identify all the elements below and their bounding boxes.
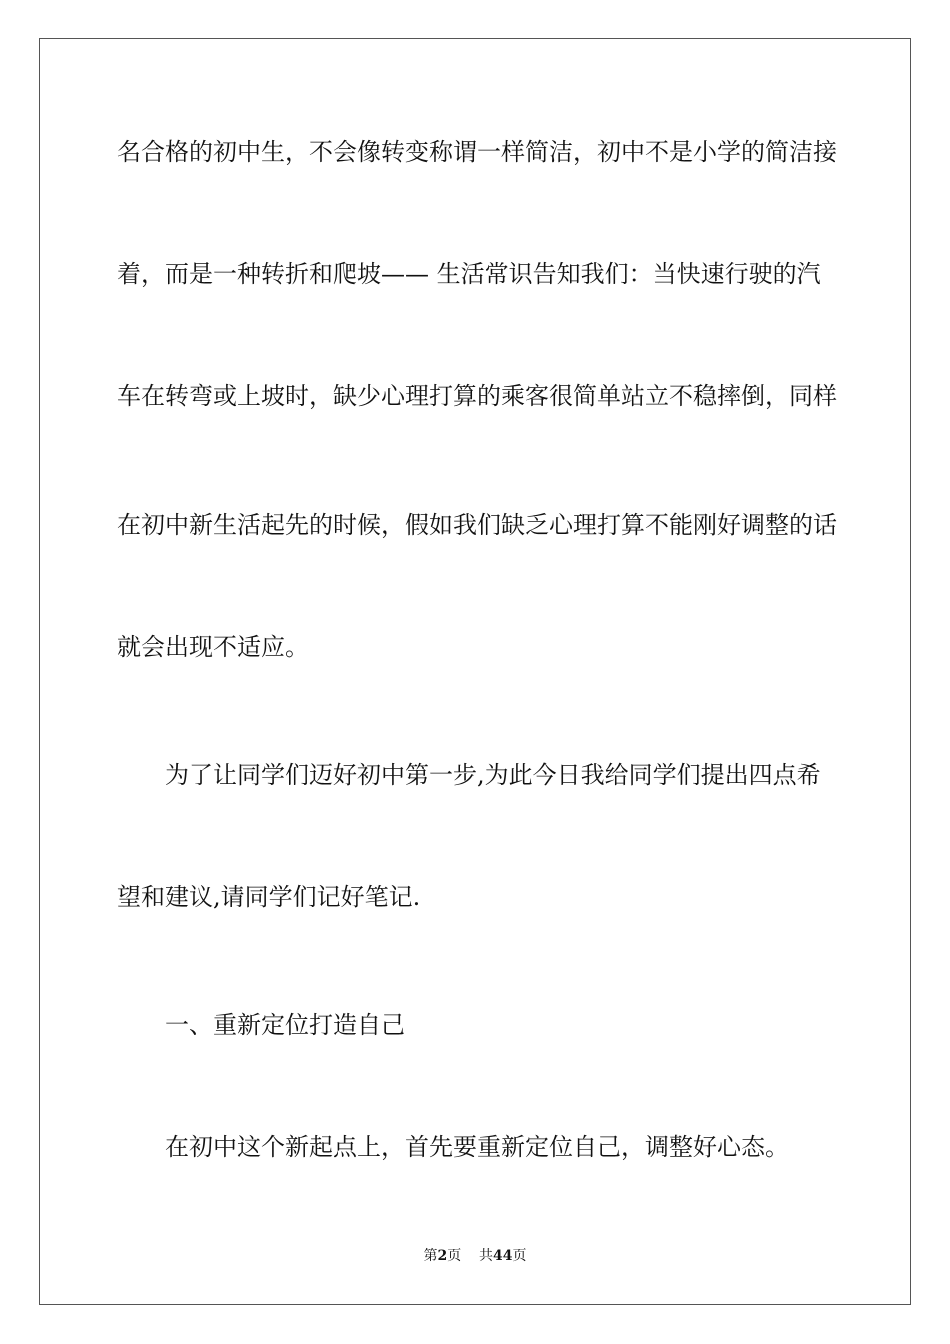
body-text-line: 就会出现不适应。 bbox=[117, 633, 309, 661]
footer-page-suffix: 页 bbox=[447, 1248, 462, 1264]
body-text-line: 着，而是一种转折和爬坡—— 生活常识告知我们：当快速行驶的汽 bbox=[117, 260, 821, 288]
page-footer bbox=[0, 1247, 950, 1265]
body-text-line: 望和建议,请同学们记好笔记. bbox=[117, 883, 421, 911]
section-heading: 一、重新定位打造自己 bbox=[165, 1011, 405, 1039]
paragraph-first-line: 在初中这个新起点上，首先要重新定位自己，调整好心态。 bbox=[165, 1133, 789, 1161]
paragraph-first-line: 为了让同学们迈好初中第一步,为此今日我给同学们提出四点希 bbox=[165, 761, 821, 789]
footer-total-pages: 44 bbox=[493, 1248, 513, 1264]
body-text-line: 在初中新生活起先的时候，假如我们缺乏心理打算不能刚好调整的话 bbox=[117, 511, 837, 539]
footer-page-number: 2 bbox=[437, 1248, 448, 1264]
body-text-line: 名合格的初中生，不会像转变称谓一样简洁，初中不是小学的简洁接 bbox=[117, 138, 837, 166]
footer-total-prefix: 共 bbox=[479, 1248, 494, 1264]
footer-total-suffix: 页 bbox=[512, 1248, 527, 1264]
footer-page-prefix: 第 bbox=[423, 1248, 438, 1264]
page-border bbox=[39, 38, 911, 1305]
body-text-line: 车在转弯或上坡时，缺少心理打算的乘客很简单站立不稳摔倒，同样 bbox=[117, 382, 837, 410]
